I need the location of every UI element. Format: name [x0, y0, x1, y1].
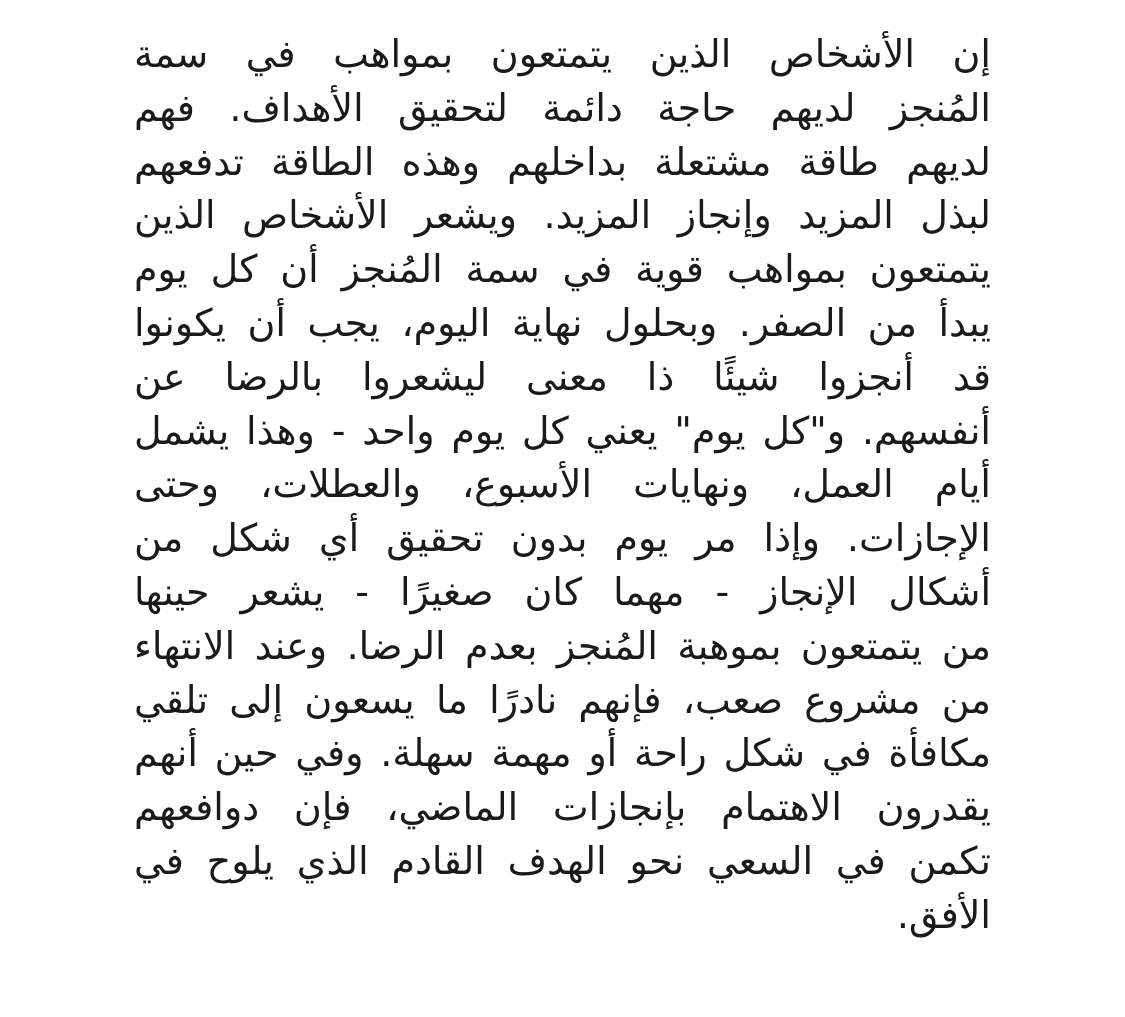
text-line: الأفق. [896, 892, 991, 937]
text-line: المُنجز لديهم حاجة دائمة لتحقيق الأهداف. فهم [134, 85, 991, 130]
text-line: أيام العمل، ونهايات الأسبوع، والعطلات، وحتى [134, 462, 991, 507]
text-line: أنفسهم. و"كل يوم" يعني كل يوم واحد - وهذا يشمل [134, 408, 991, 453]
text-line: تكمن في السعي نحو الهدف القادم الذي يلوح في [134, 838, 991, 883]
text-line: يتمتعون بمواهب قوية في سمة المُنجز أن كل يوم [134, 247, 991, 292]
text-line: يبدأ من الصفر. وبحلول نهاية اليوم، يجب أن يكونوا [134, 300, 991, 345]
text-line: لديهم طاقة مشتعلة بداخلهم وهذه الطاقة تدفعهم [134, 139, 991, 184]
text-line: الإجازات. وإذا مر يوم بدون تحقيق أي شكل من [134, 516, 991, 561]
text-line: أشكال الإنجاز - مهما كان صغيرًا - يشعر حينها [134, 569, 991, 614]
text-line: من مشروع صعب، فإنهم نادرًا ما يسعون إلى تلقي [134, 677, 991, 722]
arabic-paragraph [134, 28, 991, 943]
text-line: قد أنجزوا شيئًا ذا معنى ليشعروا بالرضا عن [134, 354, 991, 399]
text-line: مكافأة في شكل راحة أو مهمة سهلة. وفي حين أنهم [134, 731, 991, 776]
text-line: إن الأشخاص الذين يتمتعون بمواهب في سمة [134, 32, 991, 76]
text-line: يقدرون الاهتمام بإنجازات الماضي، فإن دوافعهم [134, 785, 991, 830]
text-line: من يتمتعون بموهبة المُنجز بعدم الرضا. وعند الانتهاء [134, 623, 991, 668]
text-line: لبذل المزيد وإنجاز المزيد. ويشعر الأشخاص الذين [134, 193, 991, 238]
